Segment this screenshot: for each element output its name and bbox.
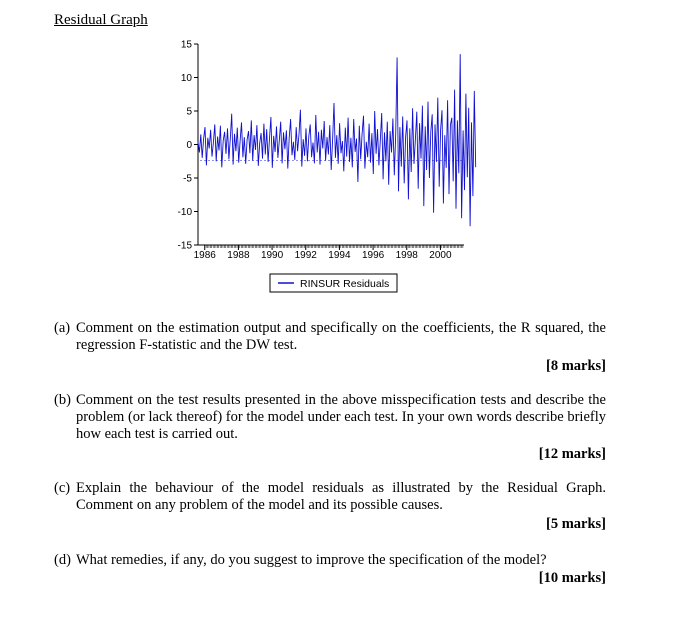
y-tick-label: -5 [183,173,192,185]
y-tick-label: 15 [180,39,192,51]
question-a [54,320,606,354]
x-tick-label: 1994 [328,250,351,261]
question-a-label: (a) [54,320,71,336]
question-d [54,552,606,569]
y-tick-labels [178,40,193,252]
question-d-text: What remedies, if any, do you suggest to improve the specification of the model? [76,552,547,568]
y-tick-label: 5 [186,106,192,118]
question-d-label: (d) [54,552,71,568]
question-a-text: Comment on the estimation output and specifically on the coefficients, the R squared, the regression F-statistic and the DW test. [76,320,606,353]
x-tick-labels [194,250,452,261]
x-tick-label: 1998 [395,250,418,261]
question-c-marks: [5 marks] [545,516,606,532]
page-title: Residual Graph [54,12,148,28]
legend [270,274,397,292]
x-tick-label: 2000 [429,250,452,261]
question-c-text: Explain the behaviour of the model residuals as illustrated by the Residual Graph. Comment on any problem of the model and its possible causes. [76,480,606,513]
x-tick-label: 1986 [193,250,216,261]
series-line [198,54,476,226]
question-c-label: (c) [54,480,71,496]
legend-label: RINSUR Residuals [300,278,390,290]
question-b-text: Comment on the test results presented in the above misspecification tests and describe the problem (or lack thereof) for the model under each test. In your own words describe briefly how each test is carried out. [76,392,606,442]
question-b [54,392,606,443]
residual-chart [160,34,480,296]
x-tick-label: 1990 [260,250,284,261]
x-tick-label: 1988 [227,250,250,261]
x-tick-label: 1992 [294,250,317,261]
y-tick-label: -10 [177,207,192,218]
series-residuals [198,54,476,226]
x-tick-label: 1996 [361,250,385,261]
question-a-marks: [8 marks] [545,358,606,374]
question-b-marks: [12 marks] [538,446,606,462]
question-d-marks: [10 marks] [538,570,606,586]
y-tick-label: -15 [177,240,192,252]
y-tick-label: 10 [180,73,192,84]
question-b-label: (b) [54,392,71,408]
question-c [54,480,606,514]
y-tick-label: 0 [186,140,192,151]
